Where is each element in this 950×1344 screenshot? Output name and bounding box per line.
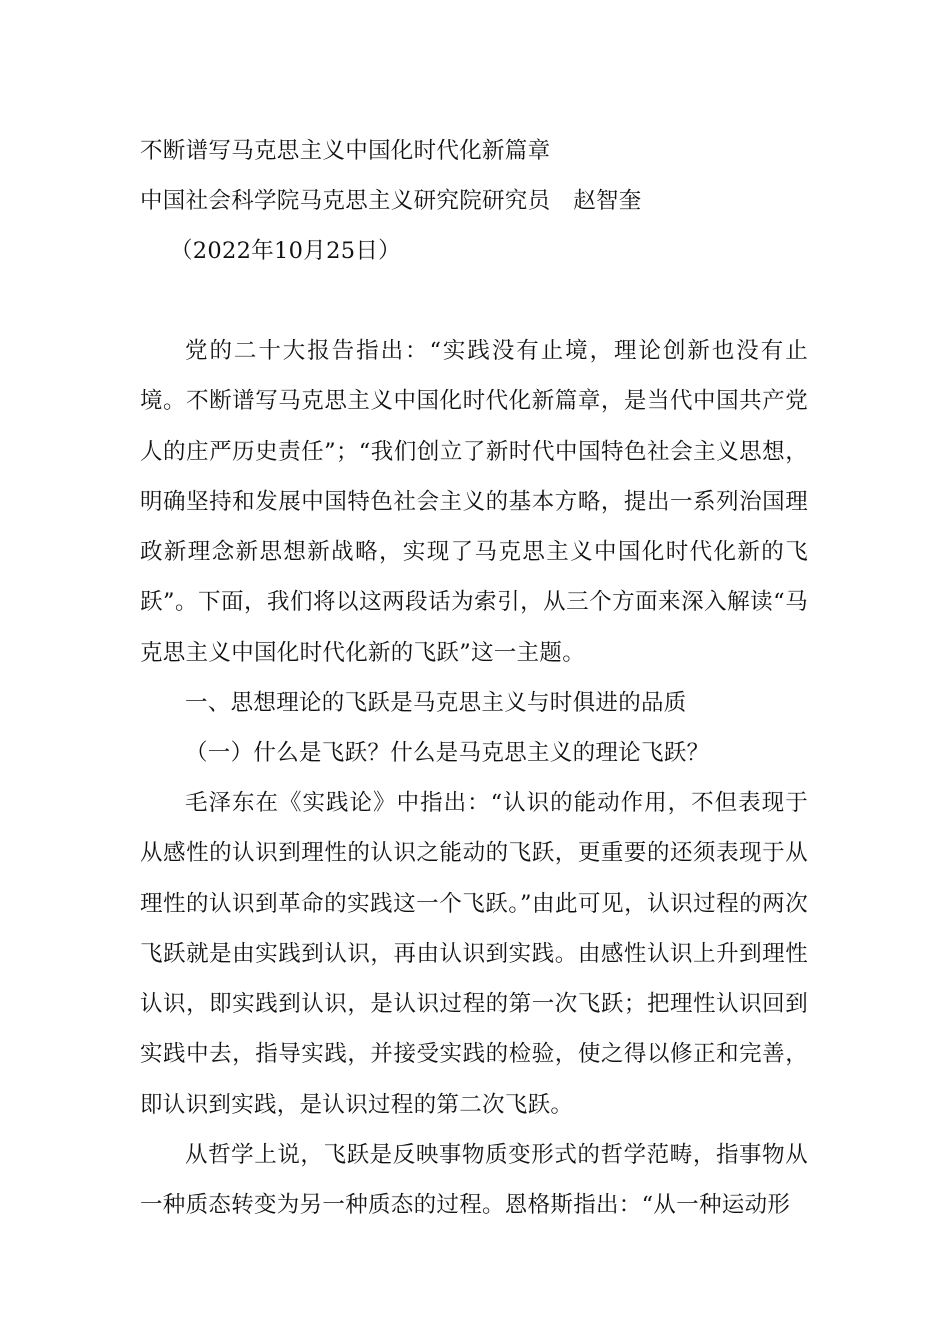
date-line: （2022年10月25日） — [170, 238, 401, 264]
paragraph-philosophy: 从哲学上说，飞跃是反映事物质变形式的哲学范畴，指事物从一种质态转变为另一种质态的过程。恩格斯指出：“从一种运动形 — [140, 1142, 808, 1219]
section-heading: 一、思想理论的飞跃是马克思主义与时俱进的品质 — [185, 690, 687, 716]
paragraph-practice-theory: 毛泽东在《实践论》中指出：“认识的能动作用，不但表现于从感性的认识到理性的认识之能动的飞跃，更重要的还须表现于从理性的认识到革命的实践这一个飞跃。”由此可见，认识过程的两次飞跃就是由实践到认识，再由认识到实践。由感性认识上升到理性认识，即实践到认识，是认识过程的第一次飞跃；把理性认识回到实践中去，指导实践，并接受实践的检验，使之得以修正和完善，即认识到实践，是认识过程的第二次飞跃。 — [140, 790, 808, 1118]
subsection-heading: （一）什么是飞跃？什么是马克思主义的理论飞跃？ — [185, 740, 710, 766]
paragraph-intro: 党的二十大报告指出：“实践没有止境，理论创新也没有止境。不断谱写马克思主义中国化时代化新篇章，是当代中国共产党人的庄严历史责任”；“我们创立了新时代中国特色社会主义思想，明确坚持和发展中国特色社会主义的基本方略，提出一系列治国理政新理念新思想新战略，实现了马克思主义中国化时代化新的飞跃”。下面，我们将以这两段话为索引，从三个方面来深入解读“马克思主义中国化时代化新的飞跃”这一主题。 — [140, 338, 808, 666]
document-title: 不断谱写马克思主义中国化时代化新篇章 — [140, 138, 551, 164]
author-line: 中国社会科学院马克思主义研究院研究员 赵智奎 — [140, 188, 642, 214]
